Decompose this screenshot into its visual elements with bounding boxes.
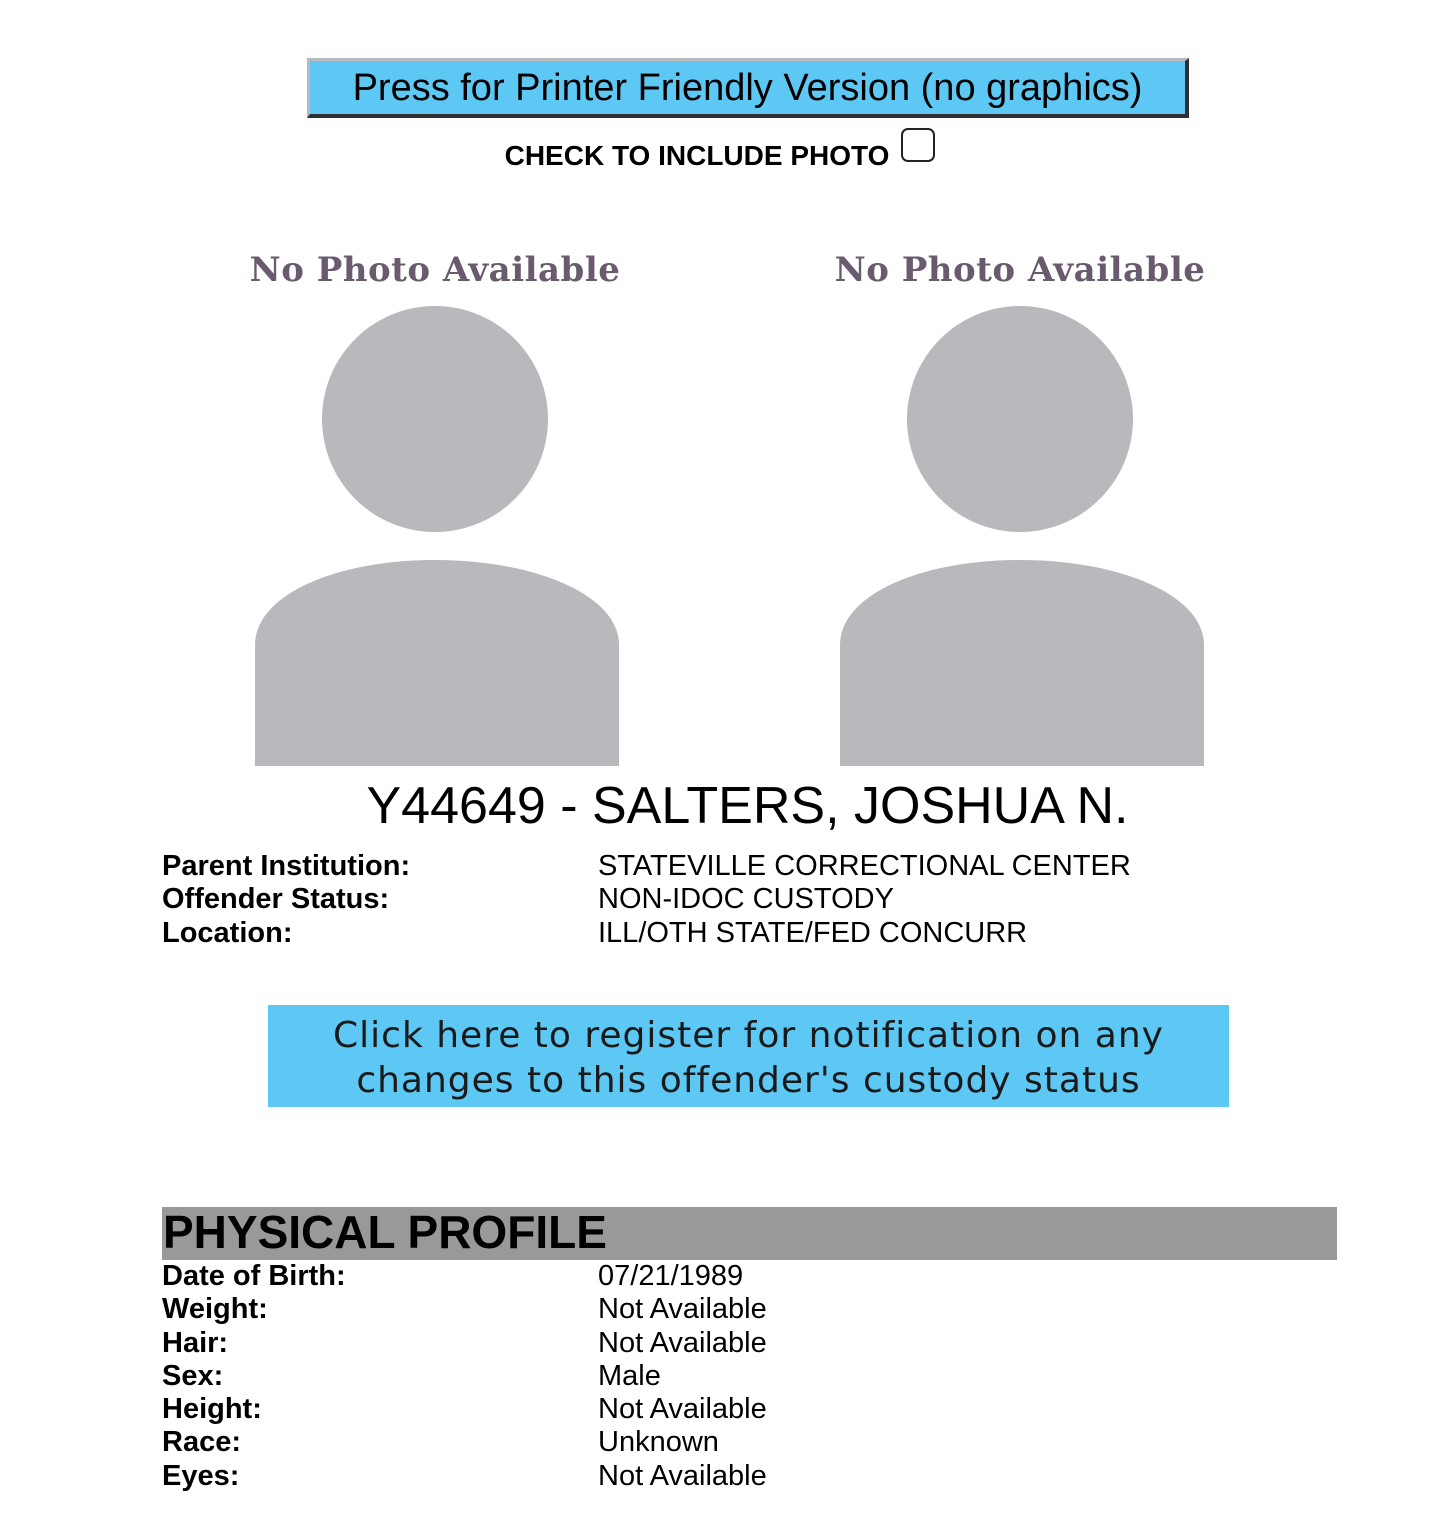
notify-line-1: Click here to register for notification on any	[333, 1015, 1164, 1056]
profile-label: Date of Birth:	[162, 1260, 346, 1292]
profile-row-height	[162, 1393, 767, 1426]
notify-line-2: changes to this offender's custody status	[356, 1060, 1141, 1101]
info-row-offender-status	[162, 883, 1131, 916]
printer-friendly-button[interactable]: Press for Printer Friendly Version (no graphics)	[307, 58, 1189, 118]
include-photo-row	[0, 126, 1440, 176]
info-label: Parent Institution:	[162, 850, 411, 882]
photo-block-2	[820, 250, 1220, 766]
profile-row-hair	[162, 1327, 767, 1360]
offender-title: Y44649 - SALTERS, JOSHUA N.	[366, 777, 1129, 835]
profile-value: Male	[598, 1359, 661, 1392]
no-photo-caption: No Photo Available	[834, 250, 1206, 290]
info-row-location	[162, 917, 1131, 950]
profile-value: Not Available	[598, 1459, 767, 1492]
profile-value: Unknown	[598, 1426, 719, 1459]
physical-profile-heading: PHYSICAL PROFILE	[162, 1207, 1337, 1260]
profile-label: Weight:	[162, 1293, 268, 1326]
profile-row-dob	[162, 1260, 767, 1293]
profile-label: Height:	[162, 1393, 262, 1426]
profile-value: 07/21/1989	[598, 1260, 744, 1292]
profile-row-eyes	[162, 1460, 767, 1493]
person-silhouette-icon	[235, 300, 635, 766]
profile-row-weight	[162, 1293, 767, 1326]
profile-row-sex	[162, 1360, 767, 1393]
profile-label: Hair:	[162, 1326, 229, 1359]
profile-label: Sex:	[162, 1359, 224, 1392]
info-label: Offender Status:	[162, 883, 390, 916]
no-photo-caption: No Photo Available	[249, 250, 621, 290]
profile-label: Race:	[162, 1426, 241, 1459]
person-silhouette-icon	[820, 300, 1220, 766]
info-value: STATEVILLE CORRECTIONAL CENTER	[598, 850, 1131, 882]
info-value: ILL/OTH STATE/FED CONCURR	[598, 916, 1028, 949]
physical-profile-table	[162, 1260, 767, 1493]
profile-value: Not Available	[598, 1293, 767, 1326]
include-photo-checkbox[interactable]	[901, 128, 935, 162]
profile-value: Not Available	[598, 1393, 767, 1426]
include-photo-label: CHECK TO INCLUDE PHOTO	[504, 140, 890, 171]
register-notification-button[interactable]	[268, 1005, 1229, 1107]
profile-row-race	[162, 1426, 767, 1459]
info-value: NON-IDOC CUSTODY	[598, 883, 894, 916]
profile-value: Not Available	[598, 1326, 767, 1359]
info-row-parent-institution	[162, 850, 1131, 883]
photo-block-1	[235, 250, 635, 766]
info-label: Location:	[162, 916, 293, 949]
profile-label: Eyes:	[162, 1459, 240, 1492]
offender-info-table	[162, 850, 1131, 950]
